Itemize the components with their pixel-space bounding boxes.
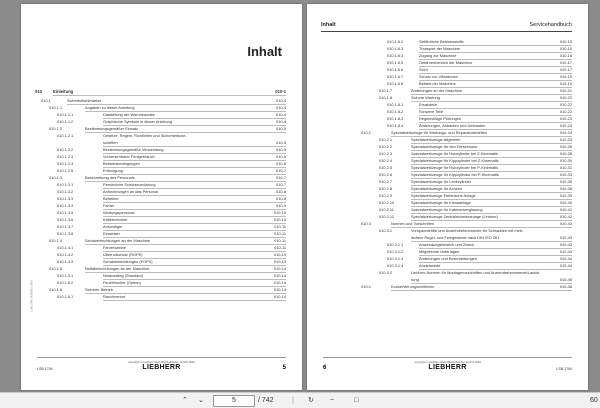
toc-page-ref: 010-23 [559, 116, 572, 121]
toc-entry [321, 178, 572, 185]
toc-page-ref: 010-9 [276, 203, 286, 208]
toc-section-number: 010.1.5.2 [57, 280, 74, 285]
toc-entry [35, 237, 286, 244]
toc-section-number: 010.1.1.2 [57, 119, 74, 124]
toc-section-number: 010.1.6.4 [387, 53, 404, 58]
page-number-input[interactable]: 5 [213, 395, 255, 407]
toc-rule [391, 290, 572, 291]
toc-entry [35, 209, 286, 216]
toc-page-ref: 010-45 [559, 277, 572, 282]
toc-entry [321, 73, 572, 80]
toc-section-number: 010 [35, 89, 42, 94]
toc-page-ref: 010-23 [559, 123, 572, 128]
toc-entry [35, 118, 286, 125]
toc-section-title: Feuerlöscher (Option) [103, 280, 141, 285]
toc-page-ref: 010-46 [559, 284, 572, 289]
toc-entry [35, 223, 286, 230]
toc-section-number: 010.3.1.4 [387, 263, 404, 268]
toolbar-divider: | [292, 397, 294, 404]
toc-page-ref: 010-5 [276, 147, 286, 152]
toc-entry [321, 213, 572, 220]
toc-section-title: Mitgeltende Unterlagen [419, 249, 460, 254]
toc-entry [321, 66, 572, 73]
toc-section-number: 010.1.3.1 [57, 182, 74, 187]
rotate-icon[interactable]: ↻ [308, 397, 314, 404]
toc-entry [35, 188, 286, 195]
toc-section-title: Transport der Maschine [419, 46, 460, 51]
toc-section-title: Persönliche Schutzausrüstung [103, 182, 156, 187]
toc-entry [35, 181, 286, 188]
toc-section-title: Notfalleinrichtungen an der Maschine [85, 266, 150, 271]
toc-section-number: 010.2.8 [379, 186, 392, 191]
toc-page-ref: 010-11 [274, 231, 286, 236]
toc-entry [321, 171, 572, 178]
toc-section-number: 010.1.3.8 [57, 231, 74, 236]
toc-entry [35, 146, 286, 153]
toc-entry [321, 45, 572, 52]
toc-section-number: 010.1.1 [49, 105, 62, 110]
toc-page-ref: 010-14 [273, 294, 286, 299]
toc-entry [35, 258, 286, 265]
toc-section-title: Sicht [419, 67, 428, 72]
toc-section-number: 010.1.7 [379, 88, 392, 93]
toc-entry [321, 220, 572, 227]
toc-section-title: Überrollschutz (ROPS) [103, 252, 143, 257]
page-title: Inhalt [247, 44, 282, 59]
toc-entry [35, 272, 286, 279]
toc-section-title: Schutzeinrichtungen an der Maschine [85, 238, 151, 243]
page-footer-right [323, 357, 572, 376]
toc-section-number: 010.1.6.5 [387, 60, 404, 65]
toc-section-title: Gefahrenbereich der Maschine [419, 60, 473, 65]
toc-entry [321, 52, 572, 59]
next-page-button[interactable]: ⌄ [198, 397, 204, 404]
toc-section-title: Betrieb der Maschine [419, 81, 456, 86]
toc-page-ref: 010-6 [276, 161, 286, 166]
header-section: Inhalt [321, 22, 336, 28]
footer-copyright: copyright © Liebherr-Werk Bischofshofen GmbH 2020 [128, 360, 195, 364]
toc-entry [321, 248, 572, 255]
toc-page-ref: 010-10 [273, 217, 286, 222]
toc-section-number: 010.1.4.1 [57, 245, 74, 250]
toc-section-number: 010.1.4.2 [57, 252, 74, 257]
toc-page-ref: 010-13 [273, 252, 286, 257]
liebherr-logo: LIEBHERR [142, 364, 181, 371]
toc-section-number: 010.3.1.2 [387, 249, 404, 254]
toc-section-number: 010.3.1 [379, 228, 392, 233]
toc-entry [35, 244, 286, 251]
toc-page-ref: 010-35 [559, 179, 572, 184]
toc-page-ref: 010-24 [559, 137, 572, 142]
toc-page-ref: 010-7 [276, 168, 286, 173]
toc-section-title: Spezialwerkzeuge für den Dieselmotor [411, 144, 478, 149]
toc-entry [321, 38, 572, 45]
toc-entry [35, 230, 286, 237]
toc-section-title: Spezialwerkzeuge Zentralschmieranlage (Lintrom) [411, 214, 498, 219]
toc-section-title: Anwendungsbereich und Zweck [419, 242, 475, 247]
footer-document-code: LSB-1794 [37, 367, 53, 371]
toc-section-title: Liebherr-Normen für Montagevorschriften und Anziehdrehmomente/Lackie- rung [411, 270, 541, 282]
liebherr-logo: LIEBHERR [428, 364, 467, 371]
page-header [321, 21, 572, 32]
toc-entry [321, 143, 572, 150]
toc-page-ref: 010-24 [559, 130, 572, 135]
toc-rule [53, 95, 286, 96]
footer-copyright: copyright © Liebherr-Werk Bischofshofen GmbH 2020 [414, 360, 481, 364]
toc-entry [35, 286, 286, 293]
toc-section-title: Sicherheitshinweise [67, 98, 102, 103]
toc-section-number: 010.1.8.4 [387, 123, 404, 128]
toc-page-ref: 010-31 [559, 165, 572, 170]
toc-section-title: Änderungen und Beschreibungen [419, 256, 477, 261]
toc-page-ref: 010-4 [276, 119, 286, 124]
toc-page-ref: 010-11 [274, 238, 286, 243]
toc-section-title: Betreiber [103, 196, 119, 201]
toc-section-title: Anschläger [103, 224, 123, 229]
toc-page-ref: 010-19 [559, 74, 572, 79]
toc-section-title: Bestimmungsgemäßer Einsatz [85, 126, 138, 131]
toc-section-number: 010.1 [41, 98, 51, 103]
toc-page-ref: 010-26 [559, 144, 572, 149]
fit-page-icon[interactable]: □ [354, 397, 359, 404]
toc-page-ref: 010-7 [276, 182, 286, 187]
toc-section-title: Vorhersehbarer Fehlgebrauch [103, 154, 155, 159]
toc-entry [321, 108, 572, 115]
toc-entry [35, 104, 286, 111]
toc-entry [321, 255, 572, 262]
toc-section-number: 010.1.2.2 [57, 147, 74, 152]
toc-section-title: Schwere Teile [419, 109, 444, 114]
toc-section-title: Gefährliche Betriebsstoffe [419, 39, 464, 44]
toc-page-ref: 010-44 [559, 256, 572, 261]
toc-section-number: 010.1.3.7 [57, 224, 74, 229]
toc-page-ref: 010-21 [559, 88, 572, 93]
toc-section-number: 010.2.2 [379, 144, 392, 149]
toc-page-ref: 010-4 [276, 112, 286, 117]
toc-section-number: 010.3 [361, 221, 371, 226]
toc-entry [35, 216, 286, 223]
toc-section-title: Spezialwerkzeuge für Hubzylinder bei P-Kinematik [411, 165, 499, 170]
toc-entry [35, 251, 286, 258]
toc-section-number: 010.1.2.4 [57, 161, 74, 166]
toc-section-number: 010.1.6.6 [387, 67, 404, 72]
toc-entry [321, 150, 572, 157]
toc-section-number: 010.1.4 [49, 238, 62, 243]
toc-section-title: Spezialwerkzeuge für Klimaanlage [411, 200, 471, 205]
toc-entry [321, 185, 572, 192]
toc-page-ref: 010-36 [559, 186, 572, 191]
toc-entry [35, 88, 286, 95]
toc-section-title: Beschreibung des Personals [85, 175, 135, 180]
toc-page-ref: 010-1 [275, 89, 286, 94]
toc-page-ref: 010-43 [559, 249, 572, 254]
zoom-level[interactable]: 60 [590, 397, 598, 404]
toc-section-title: Normen und Vorschriften [391, 221, 435, 226]
toc-page-ref: 010-11 [274, 245, 286, 250]
toc-section-number: 010.3.1.1 [387, 242, 404, 247]
toc-page-ref: 010-4 [276, 105, 286, 110]
toc-entry [35, 265, 286, 272]
toc-section-number: 010.1.3.2 [57, 189, 74, 194]
toc-section-number: 010.1.3.6 [57, 217, 74, 222]
toc-section-number: 010.1.3.3 [57, 196, 74, 201]
toc-entry [35, 195, 286, 202]
toc-page-ref: 010-19 [559, 81, 572, 86]
toc-section-title: Ersatzteile [419, 102, 438, 107]
toc-page-ref: 010-44 [559, 263, 572, 268]
toc-page-ref: 010-14 [273, 280, 286, 285]
toc-section-number: 010.1.8.3 [387, 116, 404, 121]
toc-section-title: Angaben zu dieser Anleitung [85, 105, 135, 110]
toc-page-ref: 010-5 [276, 140, 286, 145]
toc-section-title: Vorspannkräfte und Anziehdrehmomente für Schrauben mit metr- ischem Regel- und Feingewinde nach DIN ISO 261 [411, 228, 524, 240]
toc-page-ref: 010-16 [559, 53, 572, 58]
toc-section-title: Spezialwerkzeuge für Kippzylinder bei P-Kinematik [411, 172, 499, 177]
toc-entry [321, 101, 572, 108]
toc-page-ref: 010-6 [276, 154, 286, 159]
toc-entry [35, 111, 286, 118]
toc-entry [321, 241, 572, 248]
toc-section-title: Konservierungsrichtlinien [391, 284, 435, 289]
toc-section-number: 010.2.12 [379, 214, 395, 219]
toc-section-title: Zugang zur Maschine [419, 53, 457, 58]
toc-section-number: 010.1.2 [49, 126, 62, 131]
toc-section-title: Notausstieg (Standard) [103, 273, 144, 278]
toc-page-ref: 010-40 [559, 200, 572, 205]
toc-page-ref: 010-17 [559, 67, 572, 72]
toc-section-title: Einweiser [103, 231, 120, 236]
toc-section-title: Spezialwerkzeuge Elektrische Anlage [411, 193, 476, 198]
toc-section-title: Entsorgung [103, 168, 123, 173]
toc-entry [321, 199, 572, 206]
page-footer-left [37, 357, 286, 376]
toc-section-number: 010.1.6.7 [387, 74, 404, 79]
toc-section-title: Sicherer Betrieb [85, 287, 113, 292]
toc-section-number: 010.1.8 [379, 95, 392, 100]
toc-entry [321, 192, 572, 199]
toc-entry [35, 293, 286, 300]
toc-section-title: Graphische Symbole in dieser Anleitung [103, 119, 172, 124]
toc-entry [35, 125, 286, 132]
toc-section-title: Sichere Wartung [411, 95, 440, 100]
toc-page-ref: 010-17 [559, 60, 572, 65]
toc-page-ref: 010-5 [276, 126, 286, 131]
toc-section-number: 010.1.2.3 [57, 154, 74, 159]
toc-section-title: Fahrerkabine [103, 245, 126, 250]
side-margin-note: LSB-1794 / 2020/06 / 1000 [30, 280, 34, 312]
toc-section-title: Regelmäßige Prüfungen [419, 116, 462, 121]
toc-section-number: 010.1.3 [49, 175, 62, 180]
zoom-out-icon[interactable]: − [330, 397, 335, 404]
toc-page-ref: 010-22 [559, 95, 572, 100]
toc-section-title: Bestimmungsgemäße Verwendung [103, 147, 164, 152]
toc-entry [321, 164, 572, 171]
toc-entry [321, 262, 572, 269]
toc-section-number: 010.2 [361, 130, 371, 135]
total-pages: / 742 [258, 397, 274, 404]
toc-page-ref: 010-11 [274, 224, 286, 229]
toc-section-number: 010.1.2.1 [57, 133, 74, 138]
toc-entry [321, 94, 572, 101]
toc-section-title: Spezialwerkzeuge für Hubzylinder bei Z-Kinematik [411, 151, 498, 156]
toc-section-number: 010.3.1.3 [387, 256, 404, 261]
toc-entry [35, 160, 286, 167]
toc-section-number: 010.2.1 [379, 137, 392, 142]
toc-page-ref: 010-41 [559, 207, 572, 212]
toc-entry [35, 167, 286, 174]
toc-section-number: 010.4 [361, 284, 371, 289]
toc-section-title: Rauchverbot [103, 294, 126, 299]
toc-page-ref: 010-13 [273, 259, 286, 264]
toc-section-number: 010.1.8.1 [387, 102, 404, 107]
toc-section-number: 010.2.3 [379, 151, 392, 156]
toc-section-number: 010.3.2 [379, 270, 392, 275]
toc-entry [321, 87, 572, 94]
toc-page-ref: 010-43 [559, 235, 572, 240]
toc-entry [321, 206, 572, 213]
toc-section-title: Spezialwerkzeuge für Kippzylinder bei Z-Kinematik [411, 158, 499, 163]
toc-section-number: 010.1.4.3 [57, 259, 74, 264]
toc-section-number: 010.2.6 [379, 172, 392, 177]
toc-page-ref: 010-14 [273, 287, 286, 292]
toc-section-number: 010.1.5 [49, 266, 62, 271]
toc-entry [321, 59, 572, 66]
toc-entry [35, 174, 286, 181]
toc-section-title: Anziehwerte [419, 263, 441, 268]
toc-entry [321, 122, 572, 129]
toc-section-title: Spezialwerkzeuge allgemein [411, 137, 461, 142]
toc-section-number: 010.1.6.3 [387, 46, 404, 51]
toc-page-ref: 010-43 [559, 221, 572, 226]
toc-page-ref: 010-22 [559, 109, 572, 114]
toc-section-title: Schutz vor Vibrationen [419, 74, 459, 79]
toc-entry [35, 279, 286, 286]
toc-section-title: Spezialwerkzeuge für Kabinenverglasung [411, 207, 483, 212]
toc-page-ref: 010-28 [559, 151, 572, 156]
toc-section-number: 010.1.8.2 [387, 109, 404, 114]
toc-entry [35, 153, 286, 160]
toc-section-title: Anforderungen an das Personal [103, 189, 158, 194]
toc-section-title: Gesetze, Regeln, Richtlinien und Sicherheitsvor- schriften [103, 133, 187, 145]
toc-page-ref: 010-4 [276, 98, 286, 103]
toc-section-title: Änderungen, Anbauten und Umbauten [419, 123, 486, 128]
toc-section-title: Betriebsbedingungen [103, 161, 140, 166]
toc-entry [321, 129, 572, 136]
document-page-left [21, 4, 302, 390]
page-number: 5 [282, 365, 286, 371]
toc-section-title: Schutzeinrichtungen (FOPS) [103, 259, 153, 264]
toc-entry [35, 202, 286, 209]
toc-section-number: 010.2.4 [379, 158, 392, 163]
toc-entry [321, 157, 572, 164]
toc-entry [321, 136, 572, 143]
toc-page-ref: 010-43 [559, 242, 572, 247]
toc-page-ref: 010-22 [559, 102, 572, 107]
toc-page-ref: 010-42 [559, 214, 572, 219]
toc-page-ref: 010-8 [276, 189, 286, 194]
pdf-toolbar [0, 392, 600, 408]
page-number: 6 [323, 365, 327, 371]
toc-section-title: Einleitung [53, 89, 74, 94]
toc-page-ref: 010-33 [559, 172, 572, 177]
toc-section-number: 010.2.9 [379, 193, 392, 198]
toc-section-title: Spezialwerkzeuge für Achsen [411, 186, 463, 191]
toc-entry [321, 115, 572, 122]
toc-section-title: Kältetechniker [103, 217, 128, 222]
toc-section-number: 010.1.3.4 [57, 203, 74, 208]
header-document-name: Servicehandbuch [529, 22, 572, 28]
toc-section-number: 010.1.6.1 [57, 294, 74, 299]
toc-section-title: Änderungen an der Maschine [411, 88, 463, 93]
toc-section-number: 010.1.5.1 [57, 273, 74, 278]
toc-entry [321, 227, 572, 241]
toc-section-title: Wartungspersonal [103, 210, 135, 215]
toc-section-number: 010.1.6 [49, 287, 62, 292]
toc-page-ref: 010-15 [559, 46, 572, 51]
toc-page-ref: 010-14 [273, 266, 286, 271]
toc-section-number: 010.2.7 [379, 179, 392, 184]
toc-section-number: 010.2.11 [379, 207, 394, 212]
toc-page-ref: 010-10 [273, 210, 286, 215]
toc-entry [321, 269, 572, 283]
toc-section-number: 010.1.1.1 [57, 112, 74, 117]
toc-section-number: 010.1.6.2 [387, 39, 404, 44]
toc-entry [321, 283, 572, 290]
toc-section-title: Spezialwerkzeuge für Lenkzylinder [411, 179, 472, 184]
toc-section-title: Spezialwerkzeuge für Wartungs- und Reparaturarbeiten [391, 130, 488, 135]
toc-page-ref: 010-14 [273, 273, 286, 278]
toc-section-title: Darstellung der Warnhinweise [103, 112, 155, 117]
previous-page-button[interactable]: ⌃ [182, 397, 188, 404]
toc-page-ref: 010-7 [276, 175, 286, 180]
toc-section-number: 010.1.3.5 [57, 210, 74, 215]
toc-page-ref: 010-30 [559, 158, 572, 163]
toc-section-number: 010.2.5 [379, 165, 392, 170]
toc-section-title: Fahrer [103, 203, 115, 208]
toc-page-ref: 010-15 [559, 39, 572, 44]
toc-entry [35, 97, 286, 104]
footer-document-code: LSB-1794 [556, 367, 572, 371]
toc-section-number: 010.2.10 [379, 200, 395, 205]
toc-section-number: 010.1.6.8 [387, 81, 404, 86]
toc-section-number: 010.1.2.5 [57, 168, 74, 173]
toc-page-ref: 010-39 [559, 193, 572, 198]
toc-entry [321, 80, 572, 87]
document-page-right [307, 4, 588, 390]
toc-rule [103, 300, 286, 301]
toc-page-ref: 010-8 [276, 196, 286, 201]
toc-entry [35, 132, 286, 146]
